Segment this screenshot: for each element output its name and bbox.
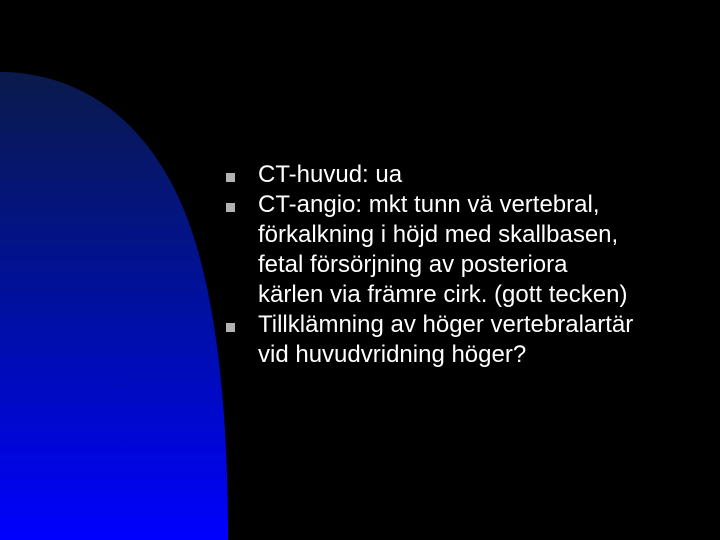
square-bullet-icon xyxy=(226,203,235,212)
square-bullet-icon xyxy=(226,173,235,182)
square-bullet-icon xyxy=(226,323,235,332)
bullet-item-3 xyxy=(224,310,704,370)
bullet-item-2 xyxy=(224,190,704,310)
bullet-text-line: CT-angio: mkt tunn vä vertebral, xyxy=(258,191,600,218)
bullet-text-line: Tillklämning av höger vertebralartär xyxy=(258,311,634,338)
bullet-item-1 xyxy=(224,160,704,190)
bullet-text-line: förkalkning i höjd med skallbasen, xyxy=(258,221,619,248)
bullet-text-line: CT-huvud: ua xyxy=(258,161,403,188)
bullet-text-line: vid huvudvridning höger? xyxy=(258,341,527,368)
bullet-list xyxy=(224,160,704,370)
bullet-text-line: kärlen via främre cirk. (gott tecken) xyxy=(258,281,628,308)
bullet-text-line: fetal försörjning av posteriora xyxy=(258,251,568,278)
